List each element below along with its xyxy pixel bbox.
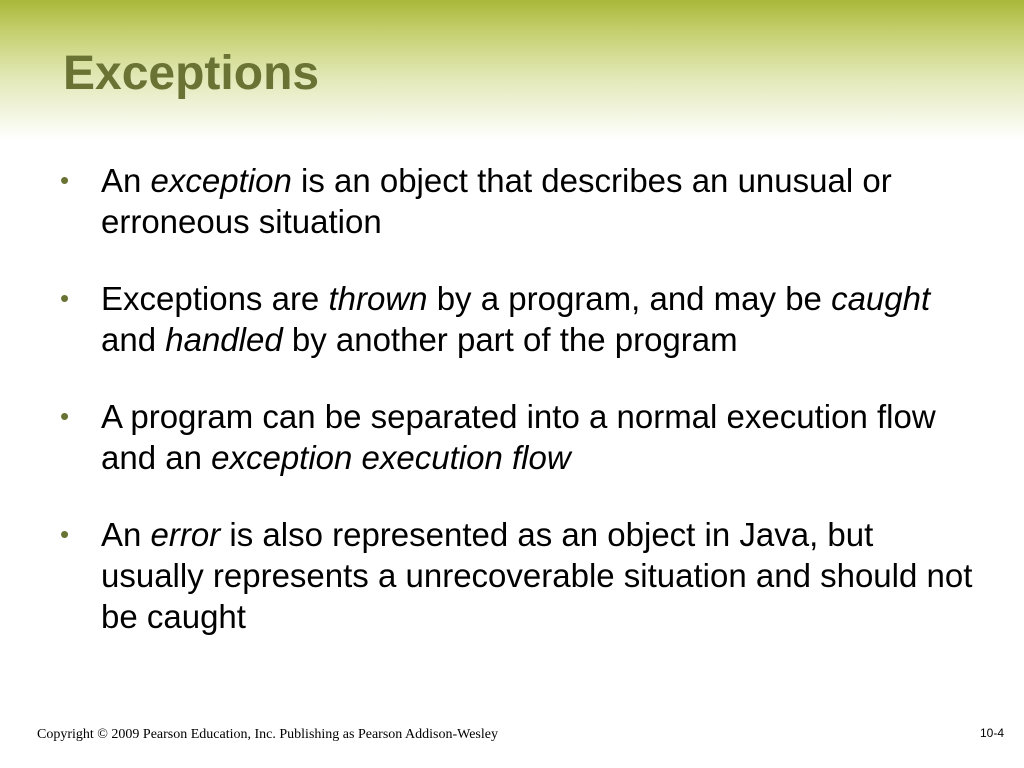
bullet-text-part: An bbox=[101, 516, 151, 553]
bullet-text-part: A program can be separated into a normal execution flow and an bbox=[101, 398, 936, 476]
copyright-footer: Copyright © 2009 Pearson Education, Inc. Publishing as Pearson Addison-Wesley bbox=[37, 727, 498, 742]
bullet-text-emphasis: caught bbox=[831, 280, 931, 317]
bullet-dot-icon: • bbox=[60, 401, 70, 431]
slide-title: Exceptions bbox=[63, 47, 320, 100]
bullet-item bbox=[60, 396, 980, 478]
bullet-text-emphasis: thrown bbox=[328, 280, 428, 317]
bullet-text bbox=[101, 398, 936, 476]
bullet-dot-icon: • bbox=[60, 283, 70, 313]
bullet-text bbox=[101, 280, 930, 358]
bullet-text-part: by a program, and may be bbox=[427, 280, 832, 317]
bullet-item bbox=[60, 278, 980, 360]
page-number: 10-4 bbox=[979, 726, 1004, 740]
bullet-text-emphasis: exception execution flow bbox=[211, 439, 571, 476]
bullet-item bbox=[60, 514, 980, 637]
bullet-text-emphasis: handled bbox=[165, 321, 283, 358]
bullet-dot-icon: • bbox=[60, 165, 70, 195]
bullet-item bbox=[60, 160, 980, 242]
bullet-text-part: and bbox=[101, 321, 166, 358]
bullet-dot-icon: • bbox=[60, 519, 70, 549]
bullet-text bbox=[101, 516, 972, 635]
bullet-text bbox=[101, 162, 892, 240]
bullet-text-part: by another part of the program bbox=[282, 321, 738, 358]
bullet-text-emphasis: error bbox=[150, 516, 221, 553]
bullet-text-part: is an object that describes an unusual or erroneous situation bbox=[101, 162, 892, 240]
bullet-list bbox=[60, 160, 980, 673]
bullet-text-part: Exceptions are bbox=[101, 280, 329, 317]
bullet-text-part: is also represented as an object in Java, but usually represents a unrecoverable situation and should not be caught bbox=[101, 516, 973, 635]
bullet-text-part: An bbox=[101, 162, 151, 199]
bullet-text-emphasis: exception bbox=[150, 162, 292, 199]
